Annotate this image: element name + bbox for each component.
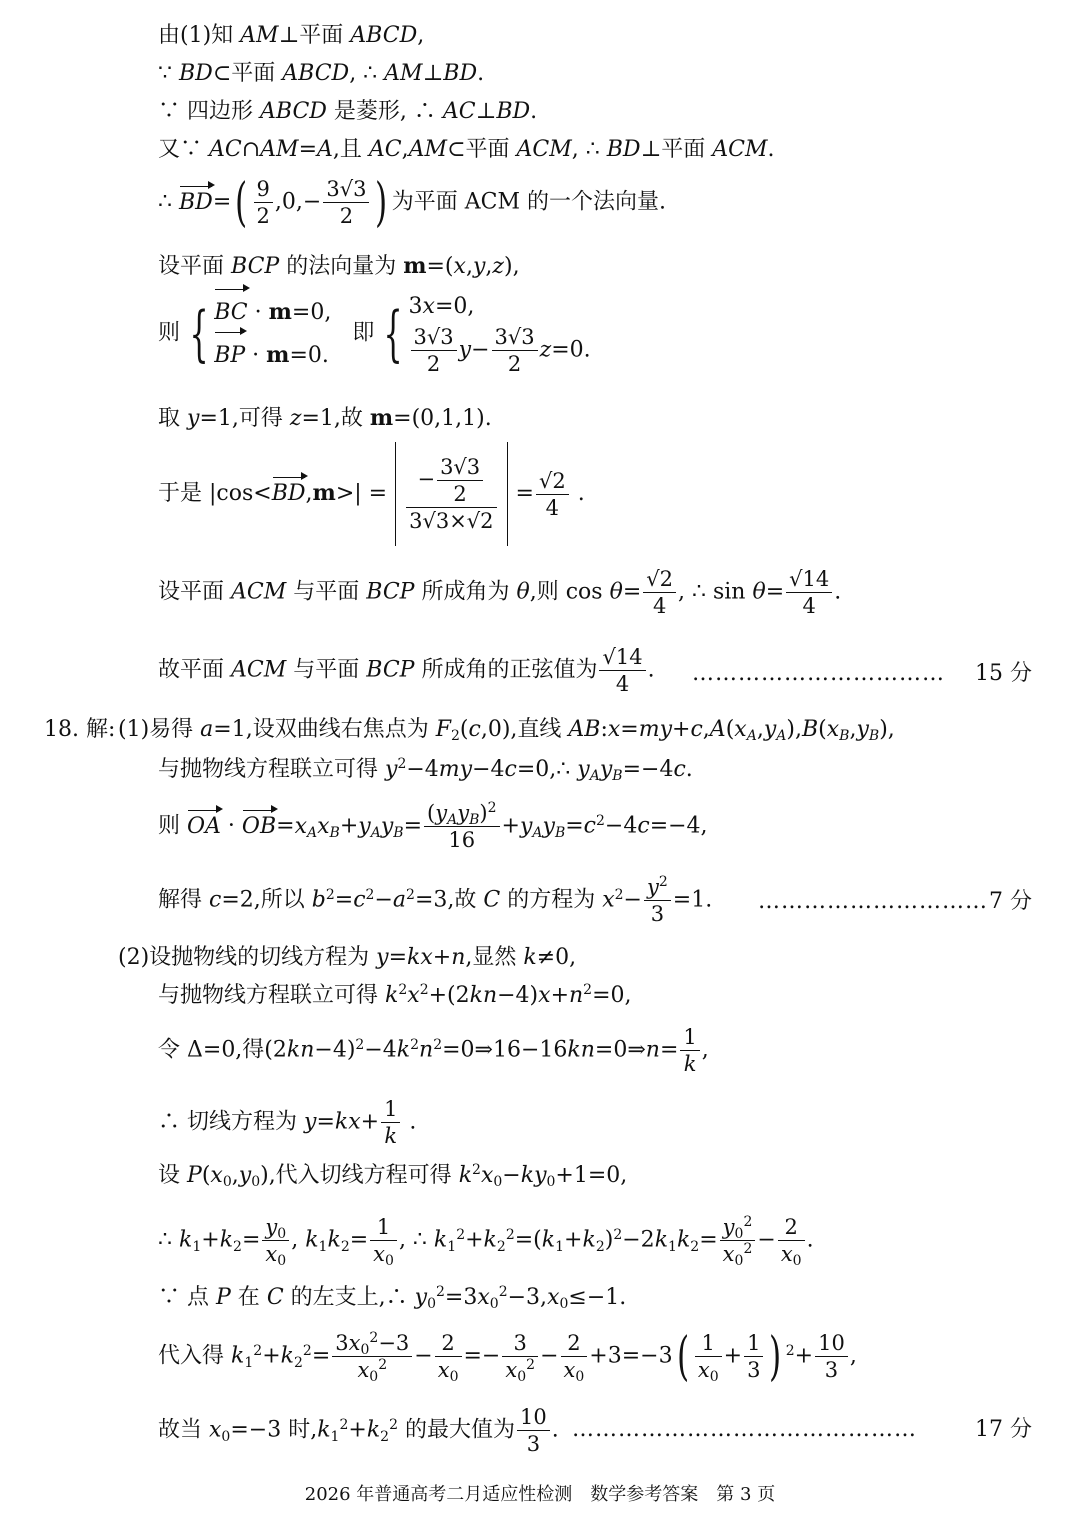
score-7: 7 分 [989,889,1032,914]
q18-part2-line8: 代入得 $k_1^2+k_2^2=$ $\frac{3x_0^2-3}{x_0^2}$ − $\frac{2}{x_0}$ =− $\frac{3}{x_0^2}$ − $\frac{2}{x_0}$ +3=−3( $\frac{1}{x_0}$ + $\frac{1}{3}$ ) $^2$+ $\frac{10}{3}$ , [158,1326,857,1387]
q18-part2-line1: (2)设抛物线的切线方程为 y=kx+n,显然 k≠0, [118,945,577,970]
solution-line-6: 设平面 BCP 的法向量为 m=(x,y,z), [158,253,520,279]
q18-part2-line6: ∴ $k_1+k_2=$ $\frac{y_0}{x_0}$ , $k_1k_2=$ $\frac{1}{x_0}$ , ∴ $k_1^2+k_2^2=(k_1+k_2)^2-2k_1k_2=$ $\frac{y_0^2}{x_0^2}$ − $\frac{2}{x_0}$ . [158,1214,814,1269]
q18-part1-line3: 则 OA · $OB=x_Ax_B+y_Ay_B=$ $\frac{(y_Ay_B)^2}{16}$ $+y_Ay_B=c^2-4c=-4$, [158,800,708,852]
score-leader-2: ………………………… [758,889,988,914]
line-9-thus: 于是 [158,481,203,506]
page-footer: 2026 年普通高考二月适应性检测 数学参考答案 第 3 页 [304,1484,776,1505]
solution-line-3: ∵ 四边形 ABCD 是菱形, ∴ AC⊥BD. [158,99,538,124]
solution-line-5: ∴ BD=( $\frac{9}{2}$ ,0,− $\frac{3√3}{2}$ ) 为平面 ACM 的一个法向量. [158,172,666,233]
q18-part2-line2: 与抛物线方程联立可得 $k^2x^2+(2kn-4)x+n^2=0$, [158,982,632,1008]
line-7-namely: 即 [352,320,375,346]
solution-line-10: 设平面 ACM 与平面 BCP 所成角为 θ,则 cos θ= $\frac{√2}{4}$ , ∴ sin θ= $\frac{√14}{4}$ . [158,567,842,618]
q18-part1-line1: (1)易得 a=1,设双曲线右焦点为 $F_2(c,0)$,直线 $AB:x=my+c,A(x_A,y_A),B(x_B,y_B)$, [118,717,895,744]
q18-part1-line2: 与抛物线方程联立可得 $y^2-4my-4c=0,\therefore$ $y_Ay_B=-4c$. [158,756,693,784]
solution-line-4: 又∵ AC∩AM=A,且 AC,AM⊂平面 ACM, ∴ BD⊥平面 ACM. [158,137,775,162]
solution-line-9-cosine: 于是 |cos<BD,m>| = − $\frac{3√3}{2}$ 3√3×√2 = $\frac{√2}{4}$ . [158,442,585,546]
score-15: 15 分 [975,661,1032,686]
q18-part2-line4: ∴ 切线方程为 y=kx+ $\frac{1}{k}$ . [158,1097,417,1148]
line-5-tail: 为平面 ACM 的一个法向量. [391,189,666,215]
solution-line-11: 故平面 ACM 与平面 BCP 所成角的正弦值为 $\frac{√14}{4}$ . [158,645,655,696]
score-leader-3: ……………………………………… [572,1417,917,1442]
score-17: 17 分 [975,1417,1032,1442]
q18-part2-line7: ∵ 点 P 在 C 的左支上,∴ $y_0^2=3x_0^2-3,x_0\le-1$. [158,1284,627,1312]
q18-part2-line5: 设 $P(x_0,y_0)$,代入切线方程可得 $k^2x_0-ky_0+1=0$, [158,1162,628,1190]
line-8-substitute: 代入得 [158,1343,225,1369]
line-7-then: 则 [158,320,181,346]
q18-part2-line3: 令 Δ=0,得$(2kn-4)^2-4k^2n^2=0\Rightarrow 16-16kn=0\Rightarrow n=$ $\frac{1}{k}$ , [158,1025,709,1076]
solution-line-1: 由(1)知 AM⊥平面 ABCD, [158,23,425,48]
question-18-label: 18. 解: [44,717,116,742]
solution-line-2: ∵ BD⊂平面 ABCD, ∴ AM⊥BD. [158,61,485,86]
score-leader-1: …………………………… [692,661,945,686]
solution-line-8: 取 y=1,可得 z=1,故 m=(0,1,1). [158,405,492,431]
solution-line-7-system: 则 { BC · m=0, BP · m=0. 即 { 3x=0, $\frac{3√3}{2}$ y− $\frac{3√3}{2}$ z=0. [158,290,591,377]
q18-part2-line9: 故当 $x_0=-3$ 时$,k_1^2+k_2^2$ 的最大值为 $\frac{10}{3}$ . [158,1405,559,1456]
q18-part1-line4: 解得 c=2,所以 $b^2=c^2-a^2=3$,故 C 的方程为 $x^2-$ $\frac{y^2}{3}$ =1. [158,874,713,926]
